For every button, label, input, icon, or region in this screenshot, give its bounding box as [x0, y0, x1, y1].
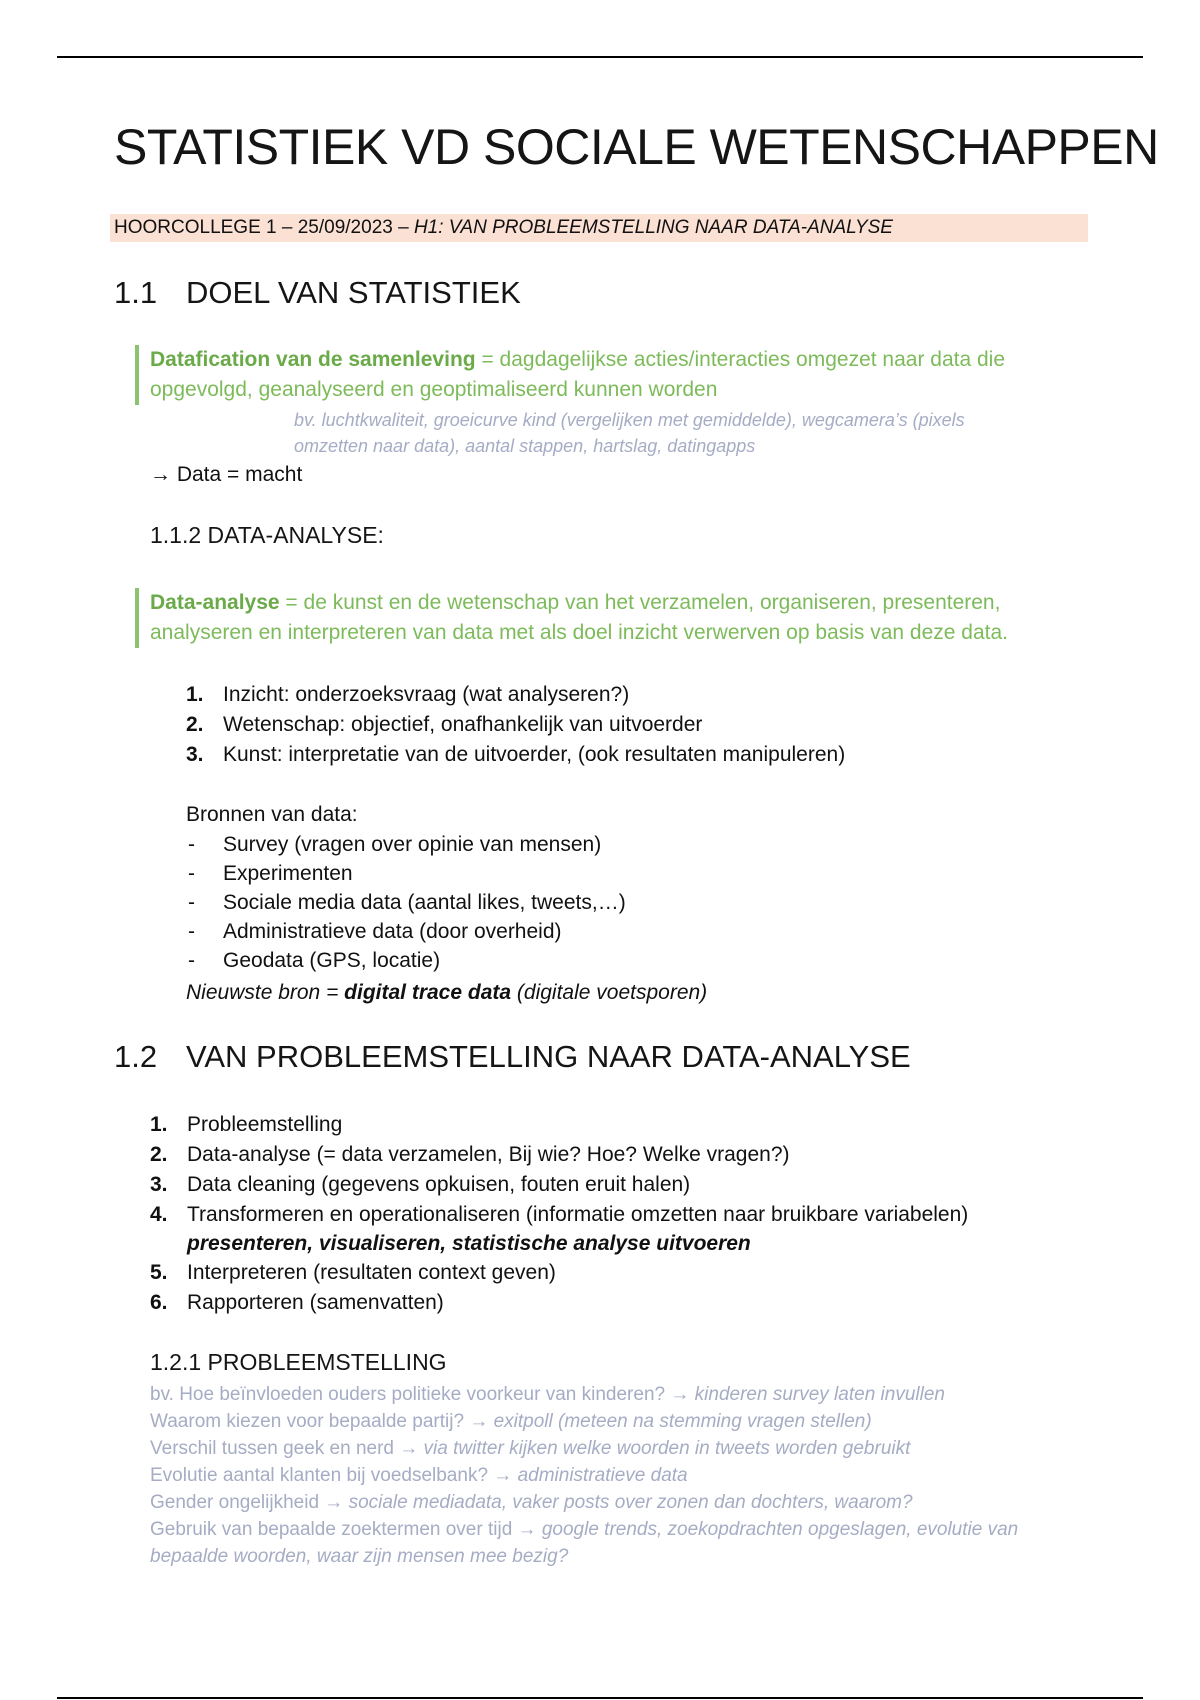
section-heading-1-2: [114, 1039, 911, 1075]
list-item: - Administratieve data (door overheid): [188, 920, 562, 943]
problem-statement-examples: [150, 1381, 1018, 1570]
lecture-header: [110, 214, 1088, 242]
example-row: Gebruik van bepaalde zoektermen over tijd → google trends, zoekopdrachten opgeslagen, evolutie van: [150, 1519, 1019, 1540]
list-item: 6. Rapporteren (samenvatten): [150, 1291, 444, 1314]
sources-label: Bronnen van data:: [186, 803, 358, 826]
subsection-heading-1-2-1: 1.2.1 PROBLEEMSTELLING: [150, 1349, 447, 1375]
lecture-prefix: HOORCOLLEGE 1 – 25/09/2023 –: [114, 217, 409, 238]
process-steps-list: [150, 1110, 968, 1318]
list-item: - Survey (vragen over opinie van mensen): [188, 833, 602, 856]
definition-term: Data-analyse: [150, 591, 280, 614]
list-item: 3. Data cleaning (gegevens opkuisen, fouten eruit halen): [150, 1173, 691, 1196]
list-item: 2. Wetenschap: objectief, onafhankelijk van uitvoerder: [186, 713, 703, 736]
list-item: 4. Transformeren en operationaliseren (informatie omzetten naar bruikbare variabelen) presenteren, visualiseren, statistische analyse uitvoeren: [150, 1200, 968, 1258]
list-item: 2. Data-analyse (= data verzamelen, Bij wie? Hoe? Welke vragen?): [150, 1143, 790, 1166]
list-item: 5. Interpreteren (resultaten context geven): [150, 1261, 556, 1284]
datafication-definition: [135, 345, 1050, 405]
example-line-2: omzetten naar data), aantal stappen, hartslag, datingapps: [294, 436, 756, 456]
list-item: - Geodata (GPS, locatie): [188, 949, 441, 972]
bottom-rule: [57, 1697, 1143, 1699]
list-item: 3. Kunst: interpretatie van de uitvoerder, (ook resultaten manipuleren): [186, 743, 846, 766]
definition-text-1: = dagdagelijkse acties/interacties omgezet naar data die: [475, 348, 1006, 371]
definition-text-1: = de kunst en de wetenschap van het verzamelen, organiseren, presenteren,: [279, 591, 1001, 614]
example-row: Waarom kiezen voor bepaalde partij? → exitpoll (meteen na stemming vragen stellen): [150, 1411, 872, 1432]
newest-source-note: Nieuwste bron = digital trace data (digitale voetsporen): [186, 981, 708, 1004]
datafication-examples: [294, 407, 965, 459]
subsection-heading-1-1-2: 1.1.2 DATA-ANALYSE:: [150, 522, 384, 548]
example-row: bepaalde woorden, waar zijn mensen mee bezig?: [150, 1546, 569, 1567]
data-sources-list: [186, 830, 626, 975]
section-number: 1.2: [114, 1039, 158, 1074]
step-subnote: presenteren, visualiseren, statistische analyse uitvoeren: [187, 1232, 751, 1255]
example-row: bv. Hoe beïnvloeden ouders politieke voorkeur van kinderen? → kinderen survey laten invullen: [150, 1384, 945, 1405]
list-item: 1. Inzicht: onderzoeksvraag (wat analyseren?): [186, 683, 630, 706]
top-rule: [57, 56, 1143, 58]
list-item: - Experimenten: [188, 862, 353, 885]
section-number: 1.1: [114, 275, 158, 310]
example-row: Gender ongelijkheid → sociale mediadata, vaker posts over zonen dan dochters, waarom?: [150, 1492, 913, 1513]
lecture-topic: H1: VAN PROBLEEMSTELLING NAAR DATA-ANALYSE: [413, 217, 893, 238]
definition-text-2: analyseren en interpreteren van data met als doel inzicht verwerven op basis van deze data.: [150, 621, 1009, 644]
section-title: VAN PROBLEEMSTELLING NAAR DATA-ANALYSE: [186, 1039, 911, 1074]
data-analysis-definition: [135, 588, 1110, 648]
list-item: 1. Probleemstelling: [150, 1113, 343, 1136]
definition-term: Datafication van de samenleving: [150, 348, 476, 371]
section-title: DOEL VAN STATISTIEK: [186, 275, 521, 310]
section-heading-1-1: [114, 275, 521, 311]
list-item: - Sociale media data (aantal likes, tweets,…): [188, 891, 626, 914]
definition-text-2: opgevolgd, geanalyseerd en geoptimaliseerd kunnen worden: [150, 378, 718, 401]
example-row: Evolutie aantal klanten bij voedselbank? → administratieve data: [150, 1465, 688, 1486]
data-power-note: → Data = macht: [150, 463, 303, 486]
digital-trace-data: digital trace data: [344, 981, 512, 1004]
example-line-1: bv. luchtkwaliteit, groeicurve kind (vergelijken met gemiddelde), wegcamera’s (pixels: [294, 410, 965, 430]
data-analysis-points: [186, 680, 845, 770]
page-title: STATISTIEK VD SOCIALE WETENSCHAPPEN: [114, 119, 1159, 175]
example-row: Verschil tussen geek en nerd → via twitter kijken welke woorden in tweets worden gebruikt: [150, 1438, 911, 1459]
